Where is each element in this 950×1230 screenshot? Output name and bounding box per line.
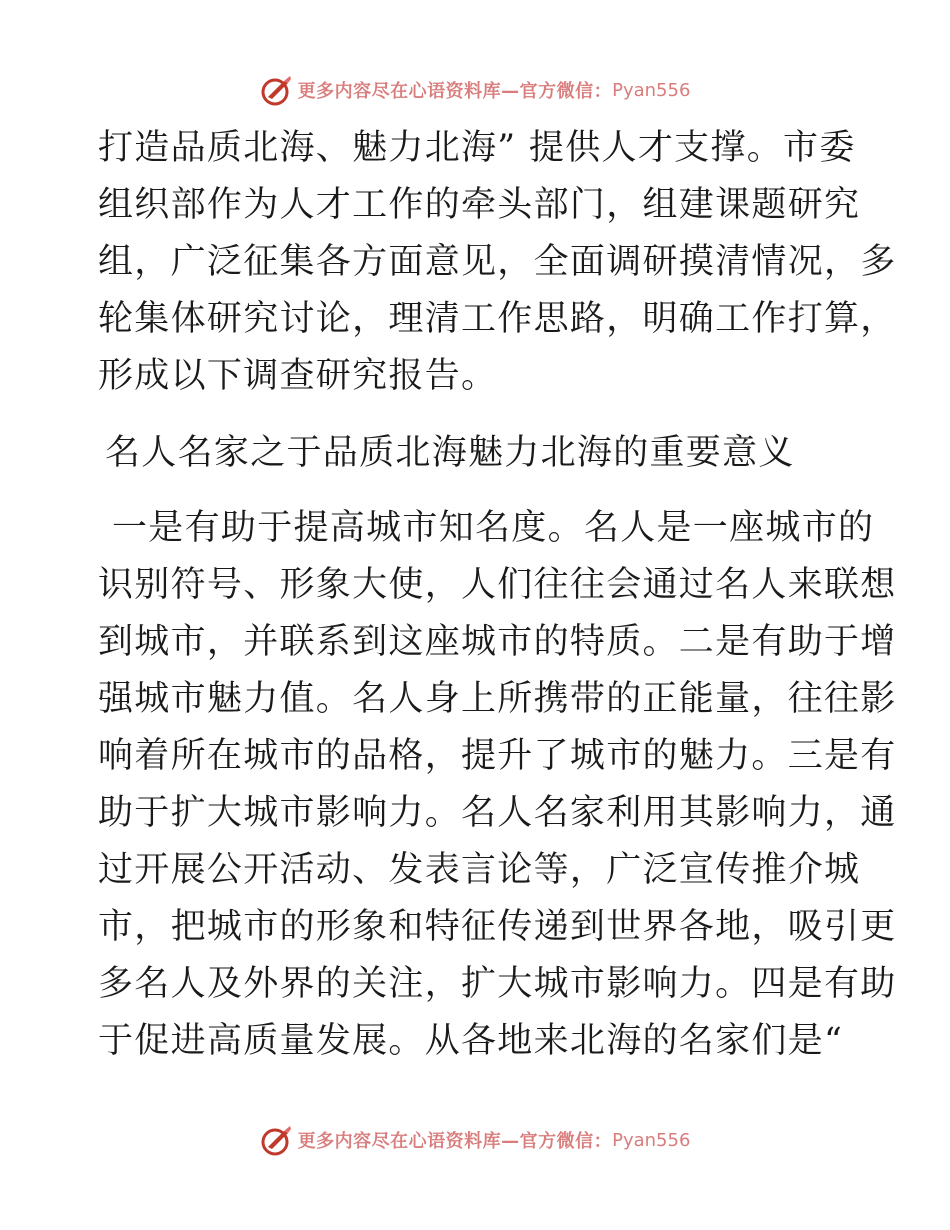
header-watermark <box>0 70 950 110</box>
watermark-id: Pyan556 <box>612 79 691 101</box>
watermark-text: 更多内容尽在心语资料库—官方微信： <box>297 81 613 102</box>
watermark-id: Pyan556 <box>612 1129 691 1151</box>
paragraph-line: 组织部作为人才工作的牵头部门，组建课题研究 <box>98 185 861 225</box>
section-heading: 名人名家之于品质北海魅力北海的重要意义 <box>105 433 795 473</box>
pen-logo-icon <box>260 1123 294 1157</box>
paragraph-line: 组，广泛征集各方面意见，全面调研摸清情况，多 <box>98 242 897 282</box>
paragraph-line: 助于扩大城市影响力。名人名家利用其影响力，通 <box>98 793 897 833</box>
paragraph-line: 轮集体研究讨论，理清工作思路，明确工作打算， <box>98 299 897 339</box>
paragraph-line: 过开展公开活动、发表言论等，广泛宣传推介城 <box>98 850 861 890</box>
paragraph-line: 响着所在城市的品格，提升了城市的魅力。三是有 <box>98 736 897 776</box>
paragraph-line: 市，把城市的形象和特征传递到世界各地，吸引更 <box>98 907 897 947</box>
paragraph-line: 识别符号、形象大使，人们往往会通过名人来联想 <box>98 565 897 605</box>
paragraph-line: 一是有助于提高城市知名度。名人是一座城市的 <box>112 508 875 548</box>
paragraph-line: 强城市魅力值。名人身上所携带的正能量，往往影 <box>98 679 897 719</box>
footer-watermark <box>0 1120 950 1160</box>
watermark-text: 更多内容尽在心语资料库—官方微信： <box>297 1131 613 1152</box>
paragraph-line: 于促进高质量发展。从各地来北海的名家们是“ <box>98 1021 844 1061</box>
pen-logo-icon <box>260 73 294 107</box>
paragraph-line: 打造品质北海、魅力北海” 提供人才支撑。市委 <box>98 128 856 168</box>
paragraph-line: 形成以下调查研究报告。 <box>98 356 498 396</box>
paragraph-line: 到城市，并联系到这座城市的特质。二是有助于增 <box>98 622 897 662</box>
paragraph-line: 多名人及外界的关注，扩大城市影响力。四是有助 <box>98 964 897 1004</box>
